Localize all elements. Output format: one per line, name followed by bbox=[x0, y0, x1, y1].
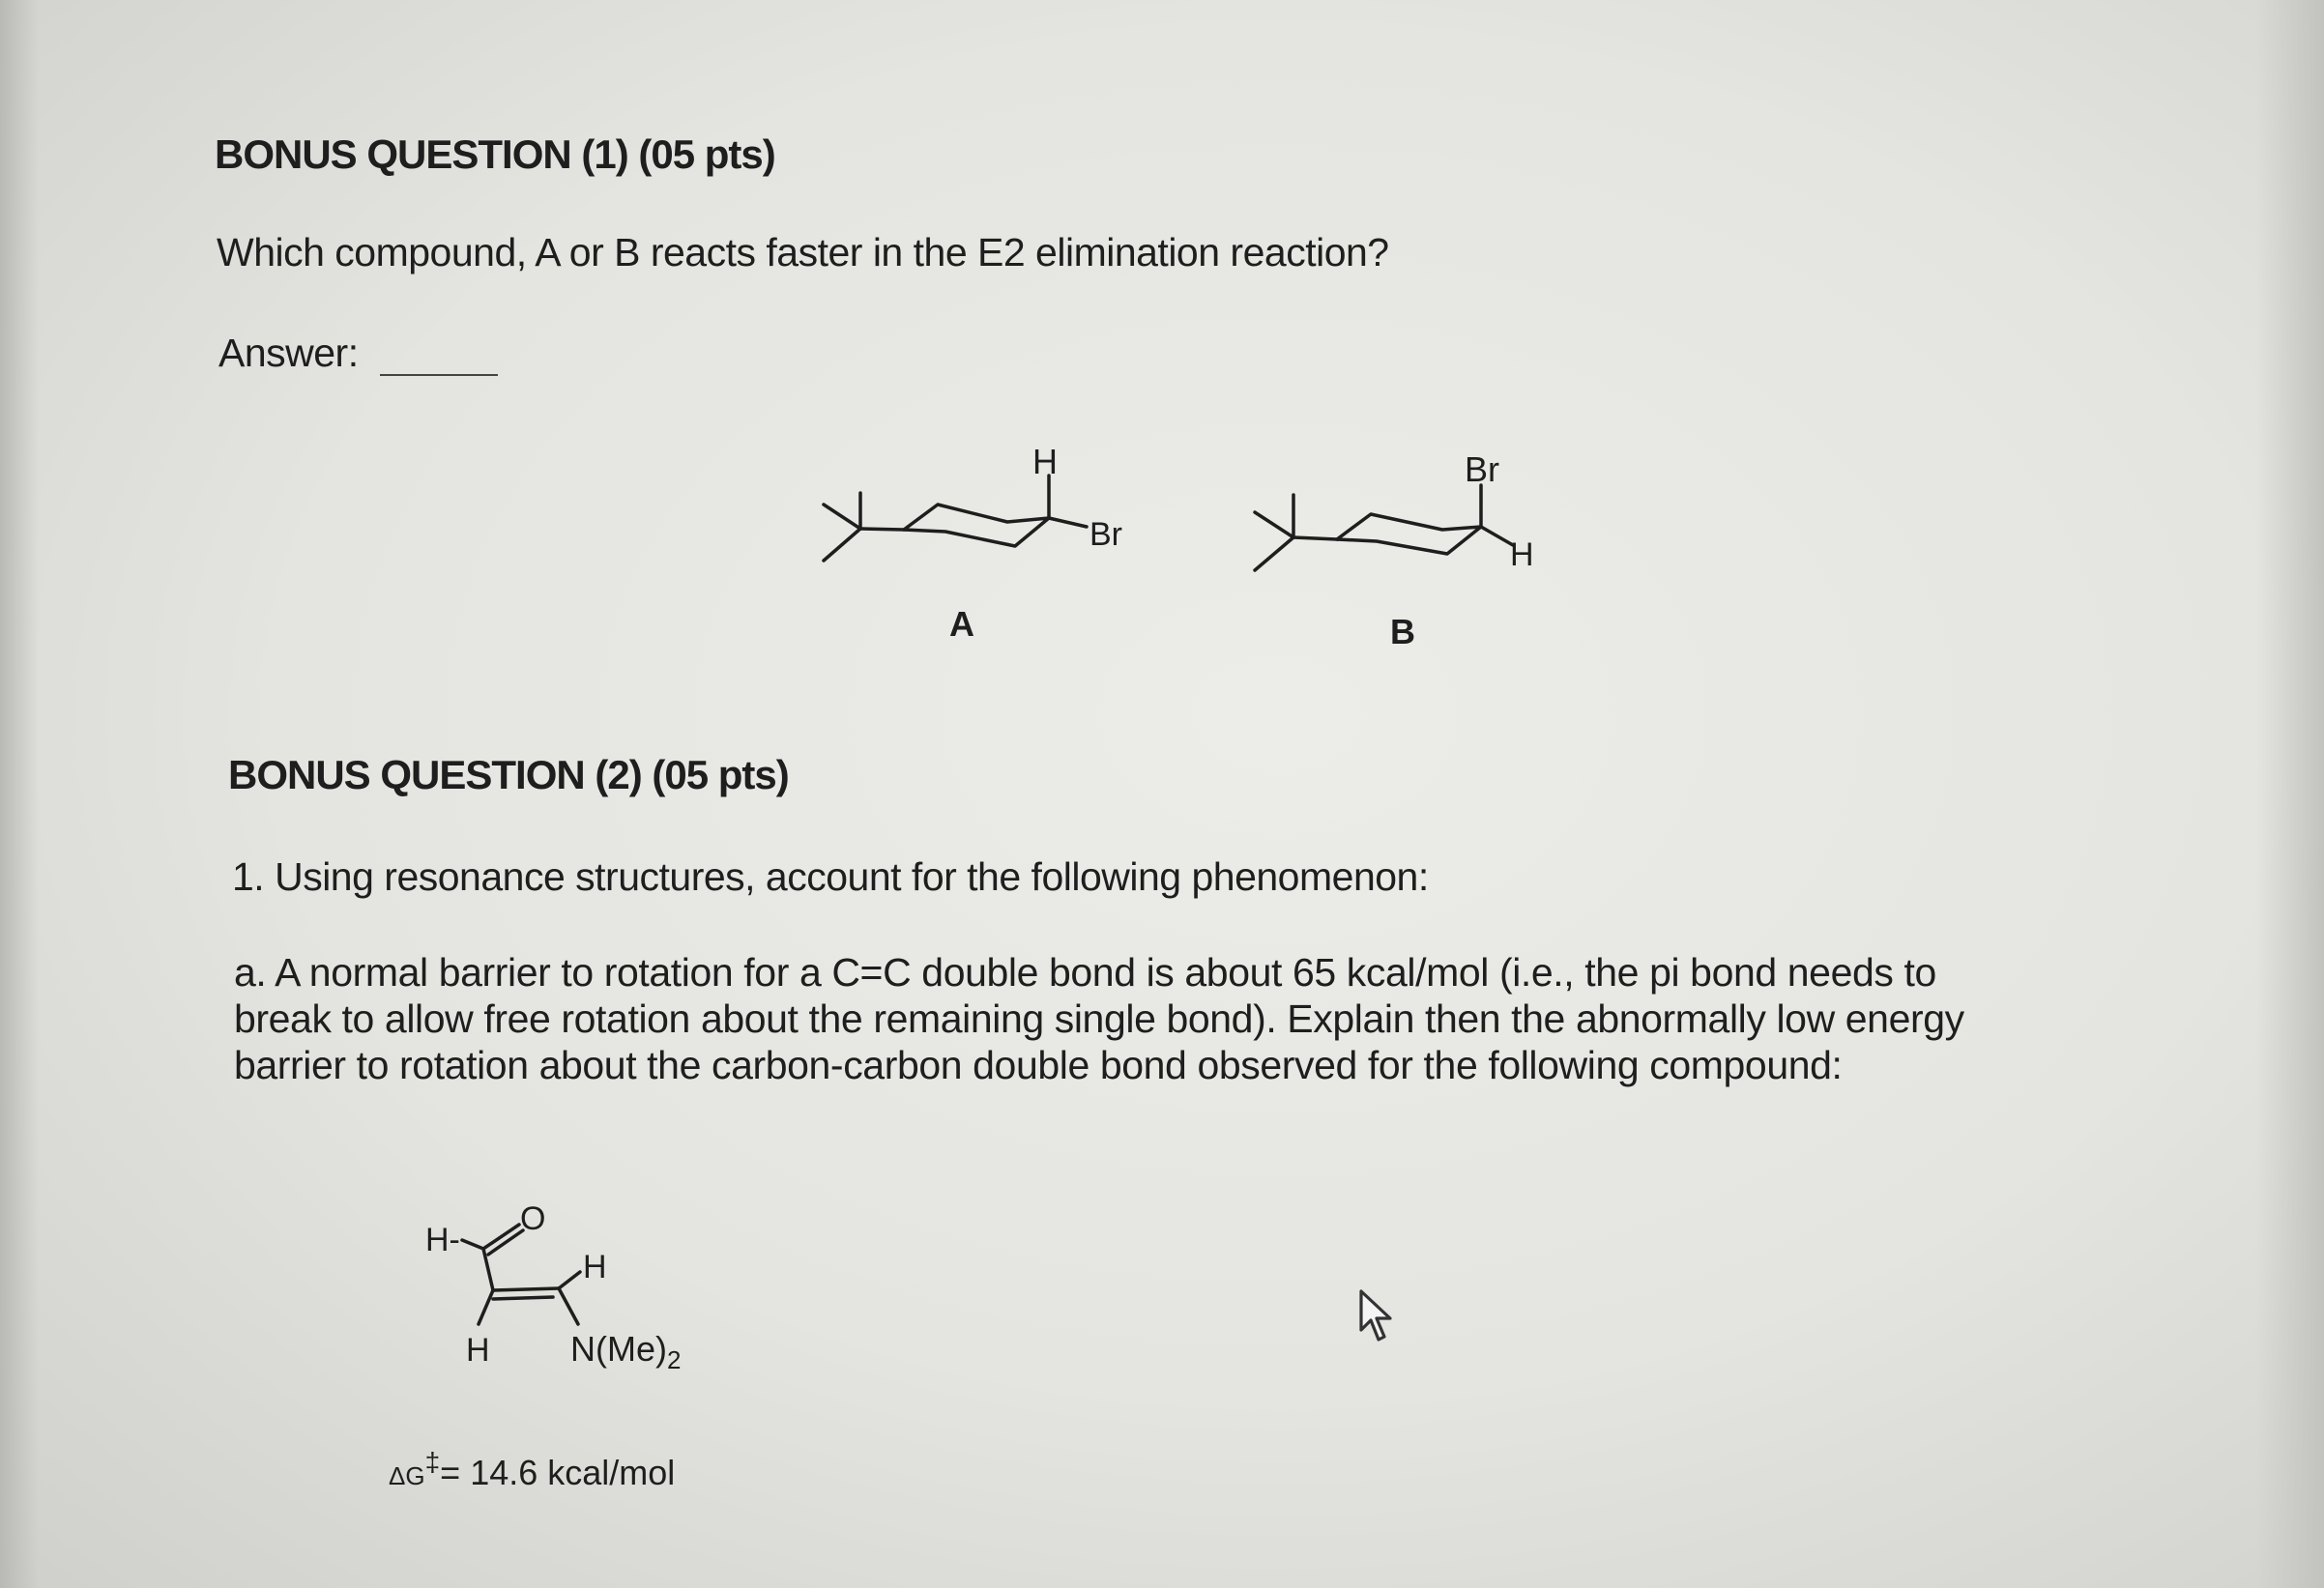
bonus-question-1-text: Which compound, A or B reacts faster in the E2 elimination reaction? bbox=[217, 230, 1389, 274]
paragraph-line: break to allow free rotation about the remaining single bond). Explain then the abnormally low energy bbox=[234, 996, 1964, 1041]
compound-b-structure bbox=[1255, 485, 1513, 570]
paragraph-line: a. A normal barrier to rotation for a C=C double bond is about 65 kcal/mol (i.e., the pi bond needs to bbox=[234, 950, 1936, 995]
bonus-question-2-paragraph bbox=[234, 949, 2100, 1088]
bonus-question-2-prompt: 1. Using resonance structures, account for the following phenomenon: bbox=[232, 854, 1429, 899]
vinyl-hydrogen-top: H bbox=[583, 1249, 607, 1285]
paragraph-line: barrier to rotation about the carbon-carbon double bond observed for the following compound: bbox=[234, 1043, 1843, 1087]
carbonyl-oxygen: O bbox=[520, 1200, 546, 1237]
enaminone-structure bbox=[462, 1225, 580, 1324]
compound-a-equatorial-atom: Br bbox=[1089, 516, 1122, 553]
dimethylamino-group: $N(Me)_2$ bbox=[570, 1329, 682, 1374]
bonus-question-1-title: BONUS QUESTION (1) (05 pts) bbox=[215, 131, 775, 177]
compound-b-axial-atom: Br bbox=[1465, 449, 1499, 489]
compound-a-axial-atom: H bbox=[1032, 442, 1058, 481]
bonus-question-2-title: BONUS QUESTION (2) (05 pts) bbox=[228, 752, 789, 797]
vinyl-hydrogen-bottom: H bbox=[466, 1332, 490, 1369]
compound-a-label: A bbox=[949, 604, 974, 644]
answer-label: Answer: bbox=[218, 331, 359, 375]
compound-b-label: B bbox=[1390, 612, 1415, 651]
aldehyde-hydrogen: H- bbox=[425, 1222, 460, 1258]
compound-b-equatorial-atom: H bbox=[1510, 536, 1534, 573]
mouse-pointer-icon bbox=[1357, 1287, 1400, 1345]
compound-a-structure bbox=[824, 476, 1087, 561]
activation-energy: ΔG‡= 14.6 kcal/mol bbox=[389, 1447, 676, 1492]
